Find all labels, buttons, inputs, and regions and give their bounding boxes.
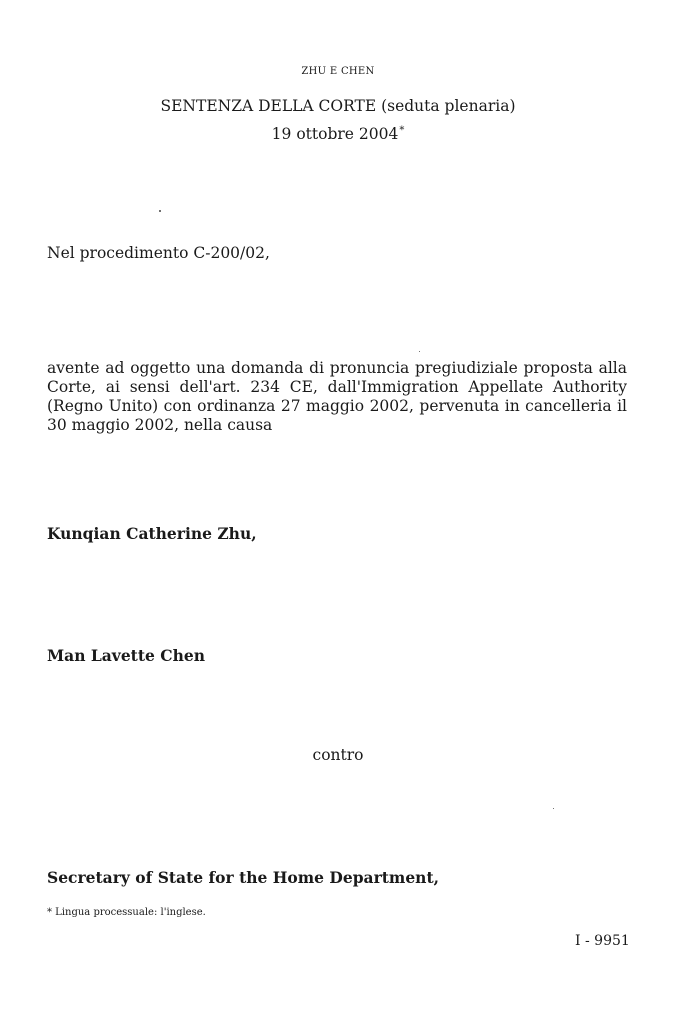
judgment-title: SENTENZA DELLA CORTE (seduta plenaria) xyxy=(160,97,516,115)
footnote: * Lingua processuale: l'inglese. xyxy=(47,907,206,918)
scan-speck xyxy=(419,351,420,352)
procedure-line: Nel procedimento C-200/02, xyxy=(47,244,270,262)
reference-paragraph: avente ad oggetto una domanda di pronuncia pregiudiziale proposta alla Corte, ai sensi dell'art. 234 CE, dall'Immigration Appellate Authority (Regno Unito) con ordinanza 27 maggio 2002, pervenuta in cancelleria il 30 maggio 2002, nella causa xyxy=(47,359,627,434)
judgment-date: 19 ottobre 2004 xyxy=(271,125,399,143)
page-number: I - 9951 xyxy=(575,933,630,949)
against-label: contro xyxy=(312,746,364,764)
party-applicant-2: Man Lavette Chen xyxy=(47,646,205,665)
party-applicant-1: Kunqian Catherine Zhu, xyxy=(47,524,257,543)
running-head: ZHU E CHEN xyxy=(301,66,375,77)
scan-speck xyxy=(159,210,161,212)
judgment-date-line xyxy=(0,125,676,143)
scan-speck xyxy=(553,808,554,809)
party-defendant: Secretary of State for the Home Department, xyxy=(47,868,440,887)
date-footnote-mark: * xyxy=(399,125,405,136)
